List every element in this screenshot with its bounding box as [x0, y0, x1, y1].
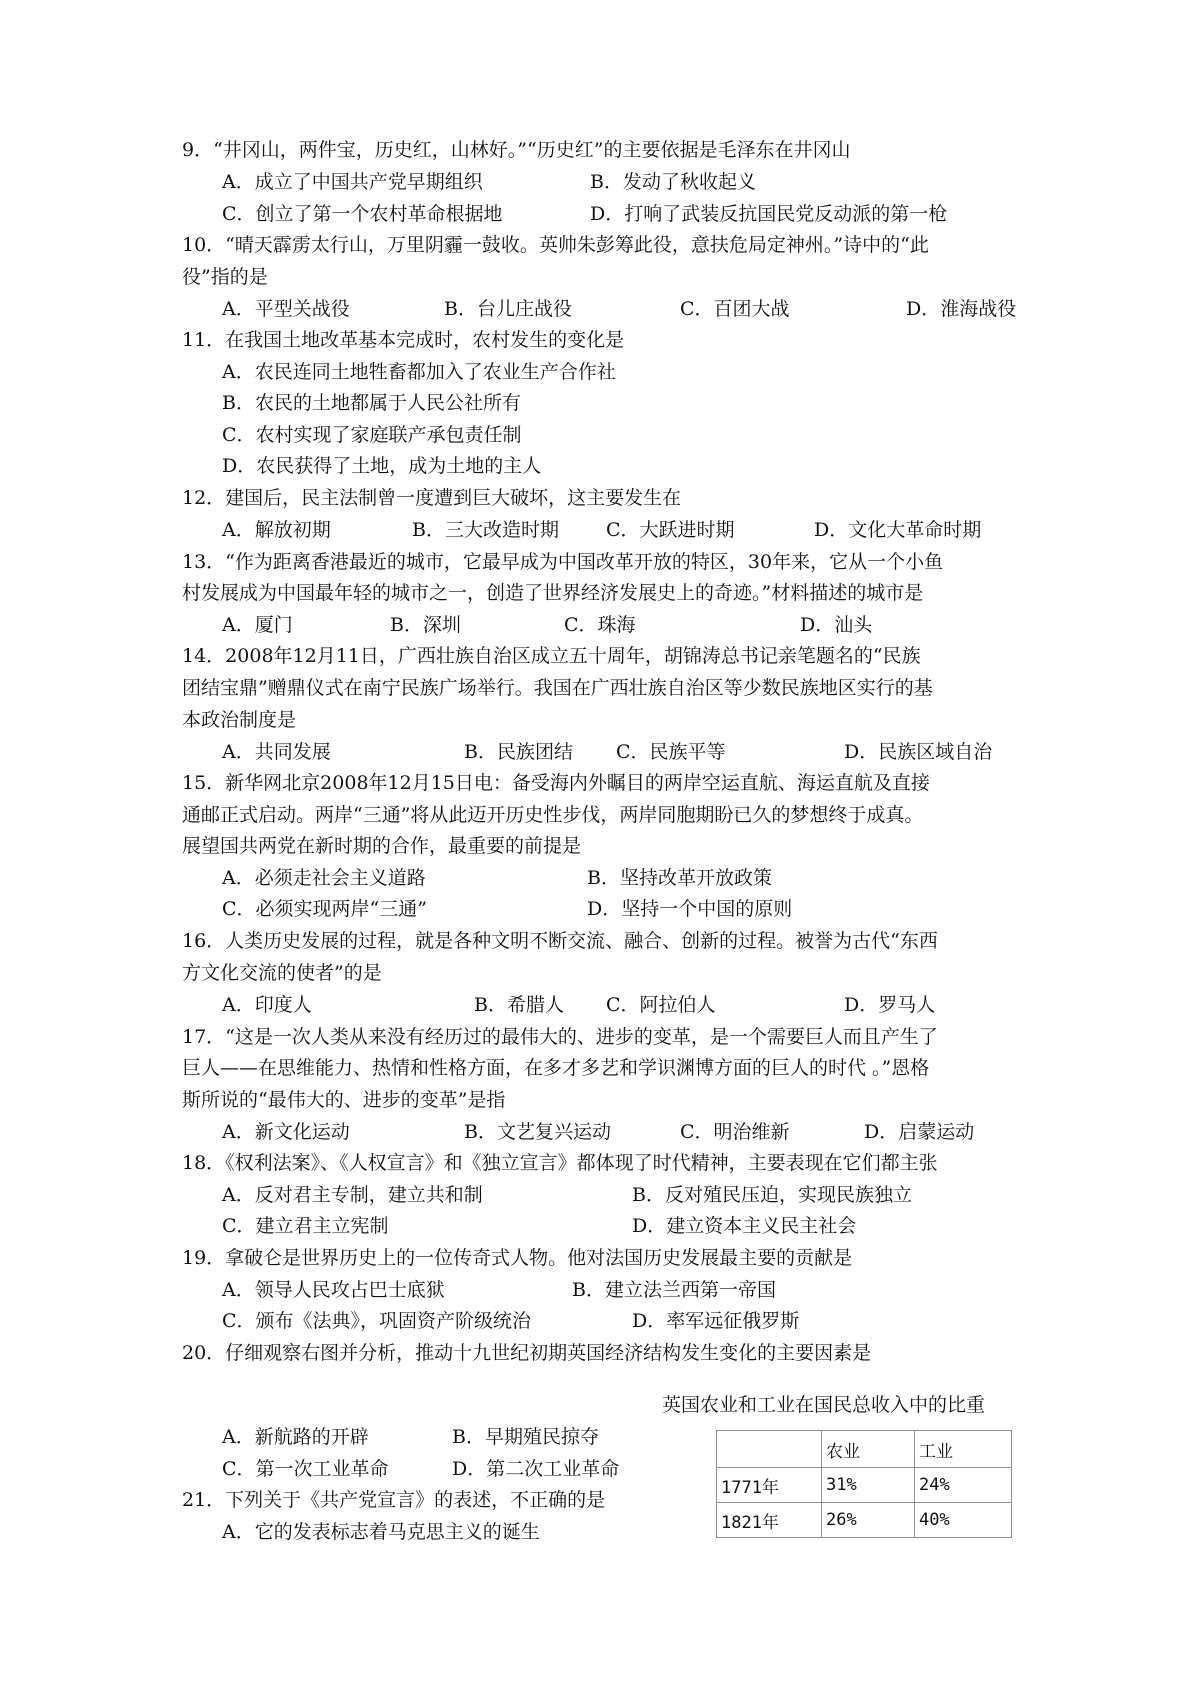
q15-option-b: B．坚持改革开放政策 — [587, 867, 772, 889]
question-20-stem: 20．仔细观察右图并分析，推动十九世纪初期英国经济结构发生变化的主要因素是 — [182, 1342, 872, 1364]
q18-option-b: B．反对殖民压迫，实现民族独立 — [632, 1184, 912, 1206]
question-15-stem: 通邮正式启动。两岸“三通”将从此迈开历史性步伐，两岸同胞期盼已久的梦想终于成真。 — [182, 804, 924, 826]
q9-option-b: B．发动了秋收起义 — [590, 171, 756, 193]
figure-table-header-row — [717, 1431, 1012, 1468]
q17-option-c: C．明治维新 — [680, 1121, 790, 1143]
q13-option-a: A．厦门 — [222, 614, 293, 636]
question-17-stem: 巨人——在思维能力、热情和性格方面，在多才多艺和学识渊博方面的巨人的时代 。”恩格 — [182, 1057, 930, 1079]
figure-table-row — [717, 1468, 1012, 1503]
figure-table-year-cell: 1821年 — [717, 1503, 822, 1538]
q13-option-b: B．深圳 — [390, 614, 461, 636]
figure-table-row — [717, 1503, 1012, 1538]
q10-option-b: B．台儿庄战役 — [444, 298, 572, 320]
q19-option-a: A．领导人民攻占巴士底狱 — [222, 1279, 445, 1301]
q13-option-d: D．汕头 — [800, 614, 873, 636]
q19-option-b: B．建立法兰西第一帝国 — [572, 1279, 776, 1301]
q10-option-a: A．平型关战役 — [222, 298, 350, 320]
q17-option-a: A．新文化运动 — [222, 1121, 350, 1143]
q15-option-c: C．必须实现两岸“三通” — [222, 898, 427, 920]
q15-option-d: D．坚持一个中国的原则 — [587, 898, 793, 920]
q12-option-a: A．解放初期 — [222, 519, 331, 541]
figure-table-value-cell: 40% — [915, 1503, 1012, 1538]
question-18-stem: 18．《权利法案》、《人权宣言》和《独立宣言》都体现了时代精神，主要表现在它们都主张 — [182, 1152, 938, 1174]
question-11-stem: 11．在我国土地改革基本完成时，农村发生的变化是 — [182, 329, 625, 351]
q11-option-b: B．农民的土地都属于人民公社所有 — [222, 392, 521, 414]
question-10-stem: 10．“晴天霹雳太行山，万里阴霾一鼓收。英帅朱彭筹此役，意扶危局定神州。”诗中的“此 — [182, 234, 929, 256]
q20-option-a: A．新航路的开辟 — [222, 1426, 369, 1448]
question-15-stem: 展望国共两党在新时期的合作，最重要的前提是 — [182, 835, 582, 857]
figure-table-value-cell: 26% — [822, 1503, 915, 1538]
q20-option-d: D．第二次工业革命 — [452, 1458, 620, 1480]
question-17-stem: 斯所说的“最伟大的、进步的变革”是指 — [182, 1089, 506, 1111]
question-12-stem: 12．建国后，民主法制曾一度遭到巨大破坏，这主要发生在 — [182, 487, 682, 509]
question-17-stem: 17．“这是一次人类从来没有经历过的最伟大的、进步的变革，是一个需要巨人而且产生了 — [182, 1026, 938, 1048]
q13-option-c: C．珠海 — [564, 614, 636, 636]
figure-table-year-cell: 1771年 — [717, 1468, 822, 1503]
q18-option-c: C．建立君主立宪制 — [222, 1215, 389, 1237]
figure-table-value-cell: 24% — [915, 1468, 1012, 1503]
q16-option-a: A．印度人 — [222, 994, 312, 1016]
question-16-stem: 16．人类历史发展的过程，就是各种文明不断交流、融合、创新的过程。被誉为古代“东西 — [182, 930, 938, 952]
q17-option-d: D．启蒙运动 — [864, 1121, 975, 1143]
figure-table-value-cell: 31% — [822, 1468, 915, 1503]
q11-option-d: D．农民获得了土地，成为土地的主人 — [222, 455, 542, 477]
q18-option-d: D．建立资本主义民主社会 — [632, 1215, 857, 1237]
question-14-stem: 14．2008年12月11日，广西壮族自治区成立五十周年，胡锦涛总书记亲笔题名的“民族 — [182, 645, 921, 667]
question-19-stem: 19．拿破仑是世界历史上的一位传奇式人物。他对法国历史发展最主要的贡献是 — [182, 1247, 853, 1269]
q18-option-a: A．反对君主专制，建立共和制 — [222, 1184, 483, 1206]
q17-option-b: B．文艺复兴运动 — [464, 1121, 611, 1143]
figure-table-header-agriculture: 农业 — [822, 1431, 915, 1468]
q11-option-c: C．农村实现了家庭联产承包责任制 — [222, 424, 522, 446]
q11-option-a: A．农民连同土地牲畜都加入了农业生产合作社 — [222, 361, 616, 383]
q12-option-b: B．三大改造时期 — [412, 519, 559, 541]
figure-table — [716, 1430, 1012, 1538]
q20-option-b: B．早期殖民掠夺 — [452, 1426, 599, 1448]
question-9-stem: 9．“井冈山，两件宝，历史红，山林好。”“历史红”的主要依据是毛泽东在井冈山 — [182, 139, 851, 161]
q20-option-c: C．第一次工业革命 — [222, 1458, 389, 1480]
q14-option-a: A．共同发展 — [222, 741, 331, 763]
question-16-stem: 方文化交流的使者”的是 — [182, 962, 382, 984]
q14-option-d: D．民族区域自治 — [844, 741, 993, 763]
q9-option-d: D．打响了武装反抗国民党反动派的第一枪 — [590, 203, 948, 225]
question-21-stem: 21．下列关于《共产党宣言》的表述，不正确的是 — [182, 1489, 606, 1511]
q9-option-a: A．成立了中国共产党早期组织 — [222, 171, 483, 193]
q9-option-c: C．创立了第一个农村革命根据地 — [222, 203, 503, 225]
q16-option-c: C．阿拉伯人 — [606, 994, 716, 1016]
q14-option-b: B．民族团结 — [464, 741, 573, 763]
q19-option-c: C．颁布《法典》，巩固资产阶级统治 — [222, 1310, 532, 1332]
q16-option-b: B．希腊人 — [474, 994, 564, 1016]
q16-option-d: D．罗马人 — [844, 994, 936, 1016]
question-14-stem: 团结宝鼎”赠鼎仪式在南宁民族广场举行。我国在广西壮族自治区等少数民族地区实行的基 — [182, 677, 933, 699]
figure-table-header-industry: 工业 — [915, 1431, 1012, 1468]
figure-table-corner-cell — [717, 1431, 822, 1468]
figure-caption: 英国农业和工业在国民总收入中的比重 — [662, 1394, 986, 1416]
question-10-stem: 役”指的是 — [182, 266, 268, 288]
question-13-stem: 村发展成为中国最年轻的城市之一，创造了世界经济发展史上的奇迹。”材料描述的城市是 — [182, 582, 924, 604]
q14-option-c: C．民族平等 — [616, 741, 726, 763]
question-13-stem: 13．“作为距离香港最近的城市，它最早成为中国改革开放的特区，30年来，它从一个小鱼 — [182, 551, 944, 573]
q10-option-c: C．百团大战 — [680, 298, 790, 320]
q19-option-d: D．率军远征俄罗斯 — [632, 1310, 800, 1332]
q21-option-a: A．它的发表标志着马克思主义的诞生 — [222, 1521, 540, 1543]
q10-option-d: D．淮海战役 — [906, 298, 1017, 320]
question-15-stem: 15．新华网北京2008年12月15日电：备受海内外瞩目的两岸空运直航、海运直航及直接 — [182, 772, 930, 794]
q15-option-a: A．必须走社会主义道路 — [222, 867, 426, 889]
q12-option-d: D．文化大革命时期 — [814, 519, 982, 541]
question-14-stem: 本政治制度是 — [182, 709, 297, 731]
q12-option-c: C．大跃进时期 — [606, 519, 735, 541]
